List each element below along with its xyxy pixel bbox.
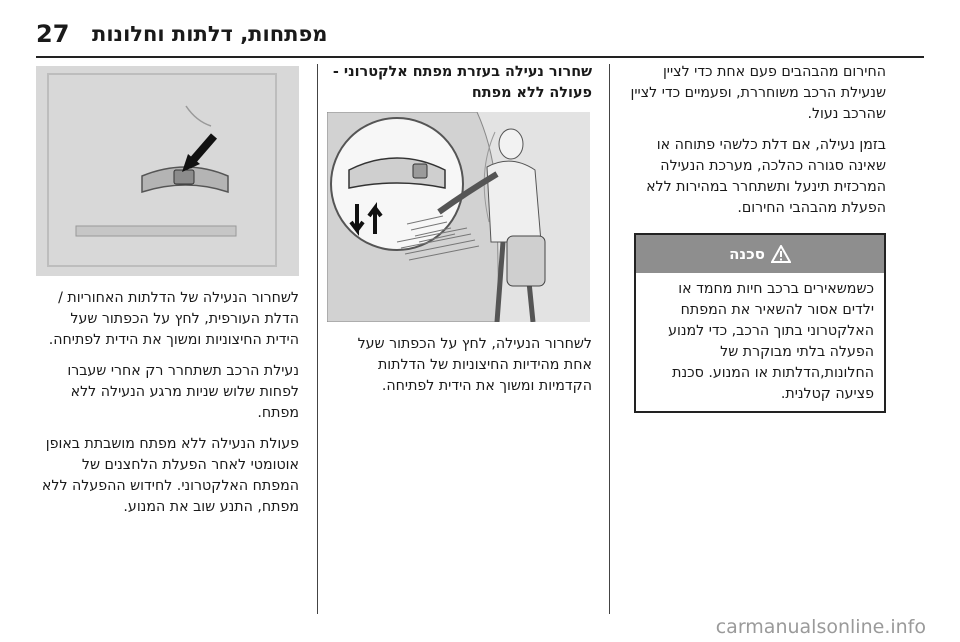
- paragraph-keyless-disabled: פעולת הנעילה ללא מפתח מושבתת באופן אוטומטי לאחר הפעלת הלחצנים של המפתח האלקטרוני. לחידוש ההפעלה ללא מפתח, התנע שוב את המנוע.: [41, 436, 299, 515]
- right-column: [628, 62, 886, 413]
- section-heading-keyless-unlock: שחרור נעילה בעזרת מפתח אלקטרוני - פעולה ללא מפתח: [332, 64, 592, 101]
- warning-triangle-icon: [771, 245, 791, 263]
- page-number: 27: [36, 20, 70, 48]
- watermark: carmanualsonline.info: [715, 616, 926, 638]
- paragraph-rear-door-unlock: לשחרור הנעילה של הדלתות האחוריות / הדלת העורפית, לחץ על הכפתור שעל הידית החיצוניות ומשוך את הידית לפתיחה.: [48, 290, 299, 348]
- column-divider-left: [317, 64, 318, 614]
- danger-text: כשמשאירים ברכב חיות מחמד או ילדים אסור להשאיר את המפתח האלקטרוני בתוך הרכב, כדי למנוע הפעלה בלתי מבוקרת של החלונות,הדלתות או המנוע. סכנת פציעה קטלנית.: [668, 281, 874, 402]
- paragraph-three-seconds: נעילת הרכב תשתחרר רק אחרי שעברו לפחות שלוש שניות מרגע הנעילה ללא מפתח.: [67, 363, 299, 421]
- danger-notice: [634, 233, 886, 413]
- danger-label: סכנה: [729, 245, 765, 263]
- danger-notice-header: [636, 235, 884, 273]
- caption-front-door-unlock: לשחרור הנעילה, לחץ על הכפתור שעל אחת מהידיות החיצוניות של הדלתות הקדמיות ומשוך את הידית לפתיחה.: [357, 336, 592, 394]
- paragraph-door-open-lock: בזמן נעילה, אם דלת כלשהי פתוחה או שאינה סגורה כהלכה, מערכת הנעילה המרכזית תינעל ותשתחרר במהירות ללא הפעלת מהבהבי החירום.: [646, 137, 886, 216]
- left-column: [36, 288, 299, 528]
- column-divider-right: [609, 64, 610, 614]
- figure-rear-door-handle: [36, 66, 299, 276]
- paragraph-hazard-flash: החירום מהבהבים פעם אחת כדי לציין שנעילת הרכב משוחררת, ופעמיים כדי לציין שהרכב נעול.: [630, 64, 886, 122]
- middle-column-caption: [326, 334, 592, 407]
- middle-column: [326, 62, 592, 114]
- rear-door-illustration: [36, 66, 299, 276]
- page-title: מפתחות, דלתות וחלונות: [92, 22, 328, 46]
- front-door-illustration: [327, 112, 590, 322]
- figure-front-door-keyless: [327, 112, 590, 322]
- header-divider: [36, 56, 924, 58]
